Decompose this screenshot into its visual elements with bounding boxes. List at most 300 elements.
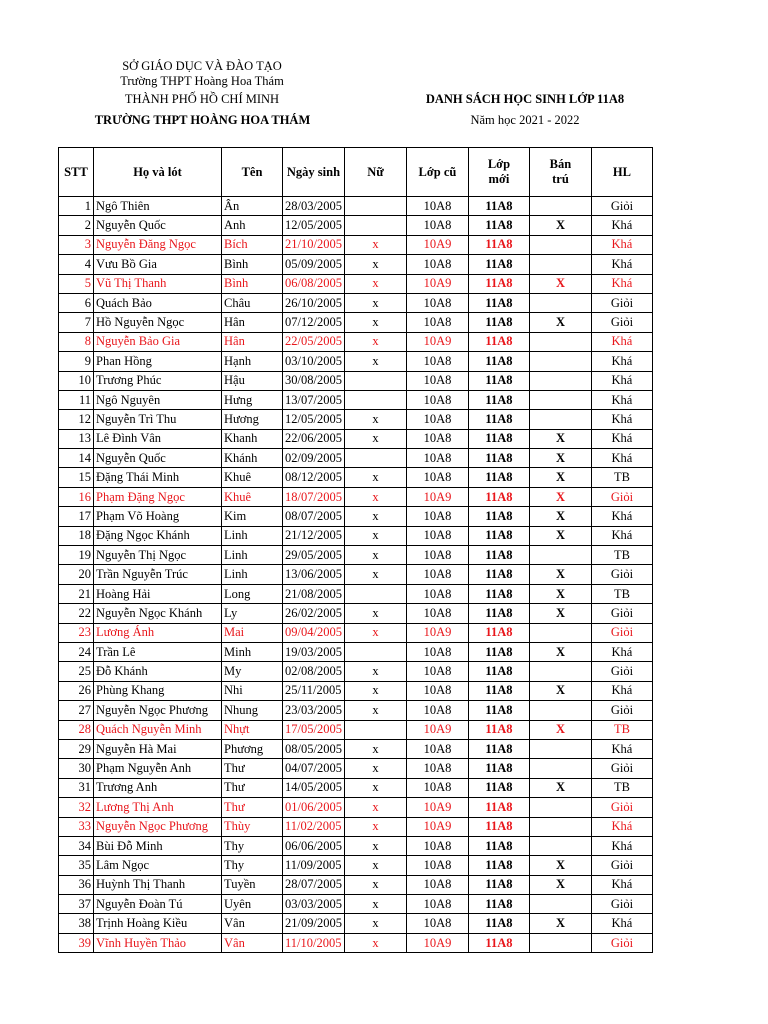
cell-ho-lot: Trần Nguyễn Trúc [94, 565, 222, 584]
cell-ban-tru [529, 701, 591, 720]
cell-lop-moi: 11A8 [468, 759, 529, 778]
cell-lop-cu: 10A8 [406, 371, 468, 390]
cell-lop-moi: 11A8 [468, 895, 529, 914]
cell-lop-moi: 11A8 [468, 914, 529, 933]
cell-ban-tru [529, 352, 591, 371]
cell-stt: 9 [59, 352, 94, 371]
cell-lop-moi: 11A8 [468, 235, 529, 254]
cell-lop-moi: 11A8 [468, 836, 529, 855]
cell-lop-moi: 11A8 [468, 216, 529, 235]
cell-stt: 30 [59, 759, 94, 778]
cell-nu: x [344, 914, 406, 933]
student-list-table [58, 147, 653, 953]
cell-ngay-sinh: 13/06/2005 [283, 565, 345, 584]
table-row [59, 526, 653, 545]
cell-lop-cu: 10A9 [406, 487, 468, 506]
cell-stt: 28 [59, 720, 94, 739]
cell-ten: Bích [222, 235, 283, 254]
cell-lop-moi: 11A8 [468, 293, 529, 312]
cell-nu: x [344, 604, 406, 623]
cell-ten: Châu [222, 293, 283, 312]
cell-ho-lot: Nguyễn Đoàn Tú [94, 895, 222, 914]
cell-stt: 19 [59, 546, 94, 565]
cell-ngay-sinh: 06/06/2005 [283, 836, 345, 855]
cell-ho-lot: Vưu Bồ Gia [94, 255, 222, 274]
table-row [59, 778, 653, 797]
cell-hl: Khá [591, 371, 652, 390]
cell-lop-moi: 11A8 [468, 507, 529, 526]
cell-lop-cu: 10A8 [406, 546, 468, 565]
cell-ten: Nhi [222, 681, 283, 700]
cell-nu: x [344, 701, 406, 720]
cell-ten: Linh [222, 565, 283, 584]
col-header-ban-tru: Bán trú [529, 148, 591, 197]
cell-ngay-sinh: 25/11/2005 [283, 681, 345, 700]
cell-lop-moi: 11A8 [468, 332, 529, 351]
cell-stt: 2 [59, 216, 94, 235]
cell-lop-cu: 10A9 [406, 235, 468, 254]
table-row [59, 332, 653, 351]
cell-ho-lot: Trương Phúc [94, 371, 222, 390]
col-header-ho-lot: Họ và lót [94, 148, 222, 197]
cell-lop-cu: 10A8 [406, 390, 468, 409]
cell-ngay-sinh: 19/03/2005 [283, 642, 345, 661]
cell-hl: Khá [591, 216, 652, 235]
cell-ban-tru [529, 197, 591, 216]
cell-lop-moi: 11A8 [468, 623, 529, 642]
cell-nu: x [344, 623, 406, 642]
cell-ten: Hân [222, 313, 283, 332]
cell-lop-cu: 10A8 [406, 293, 468, 312]
cell-hl: Khá [591, 914, 652, 933]
cell-stt: 23 [59, 623, 94, 642]
cell-ho-lot: Trịnh Hoàng Kiều [94, 914, 222, 933]
cell-ban-tru [529, 410, 591, 429]
cell-lop-cu: 10A8 [406, 701, 468, 720]
cell-hl: Khá [591, 390, 652, 409]
cell-hl: Giỏi [591, 856, 652, 875]
cell-ban-tru: X [529, 216, 591, 235]
cell-lop-cu: 10A8 [406, 449, 468, 468]
cell-stt: 6 [59, 293, 94, 312]
cell-ten: Linh [222, 526, 283, 545]
school-name-small: Trường THPT Hoàng Hoa Thám [120, 74, 284, 88]
cell-lop-moi: 11A8 [468, 390, 529, 409]
cell-lop-cu: 10A8 [406, 642, 468, 661]
cell-ban-tru [529, 739, 591, 758]
cell-hl: Khá [591, 817, 652, 836]
cell-ten: Hưng [222, 390, 283, 409]
cell-lop-moi: 11A8 [468, 274, 529, 293]
cell-stt: 33 [59, 817, 94, 836]
cell-lop-moi: 11A8 [468, 468, 529, 487]
cell-hl: Giỏi [591, 197, 652, 216]
cell-ngay-sinh: 21/09/2005 [283, 914, 345, 933]
cell-hl: Giỏi [591, 895, 652, 914]
cell-ngay-sinh: 22/05/2005 [283, 332, 345, 351]
cell-hl: Giỏi [591, 487, 652, 506]
cell-lop-cu: 10A8 [406, 759, 468, 778]
cell-ngay-sinh: 12/05/2005 [283, 410, 345, 429]
cell-ho-lot: Lương Ánh [94, 623, 222, 642]
table-row [59, 313, 653, 332]
cell-ngay-sinh: 01/06/2005 [283, 798, 345, 817]
cell-lop-moi: 11A8 [468, 352, 529, 371]
table-row [59, 507, 653, 526]
cell-lop-cu: 10A8 [406, 681, 468, 700]
cell-ten: Thy [222, 856, 283, 875]
cell-stt: 32 [59, 798, 94, 817]
cell-lop-moi: 11A8 [468, 371, 529, 390]
school-name: TRƯỜNG THPT HOÀNG HOA THÁM [94, 113, 311, 127]
cell-stt: 16 [59, 487, 94, 506]
table-row [59, 895, 653, 914]
cell-ngay-sinh: 21/12/2005 [283, 526, 345, 545]
cell-stt: 20 [59, 565, 94, 584]
table-row [59, 352, 653, 371]
cell-ban-tru [529, 836, 591, 855]
cell-hl: Giỏi [591, 565, 652, 584]
cell-ho-lot: Nguyễn Ngọc Phương [94, 701, 222, 720]
cell-ngay-sinh: 11/09/2005 [283, 856, 345, 875]
cell-ban-tru: X [529, 274, 591, 293]
cell-stt: 24 [59, 642, 94, 661]
cell-ten: Khanh [222, 429, 283, 448]
cell-ngay-sinh: 03/10/2005 [283, 352, 345, 371]
cell-ban-tru [529, 759, 591, 778]
cell-ngay-sinh: 30/08/2005 [283, 371, 345, 390]
table-row [59, 410, 653, 429]
cell-lop-cu: 10A8 [406, 895, 468, 914]
cell-lop-cu: 10A8 [406, 429, 468, 448]
cell-ngay-sinh: 18/07/2005 [283, 487, 345, 506]
cell-ten: Thư [222, 798, 283, 817]
table-row [59, 875, 653, 894]
table-row [59, 739, 653, 758]
table-row [59, 817, 653, 836]
cell-ngay-sinh: 29/05/2005 [283, 546, 345, 565]
table-row [59, 390, 653, 409]
cell-lop-cu: 10A8 [406, 410, 468, 429]
cell-ban-tru [529, 546, 591, 565]
cell-nu: x [344, 856, 406, 875]
cell-nu: x [344, 429, 406, 448]
cell-ban-tru: X [529, 487, 591, 506]
cell-lop-cu: 10A8 [406, 856, 468, 875]
table-row [59, 371, 653, 390]
document-title: DANH SÁCH HỌC SINH LỚP 11A8 [425, 92, 625, 106]
cell-hl: Giỏi [591, 604, 652, 623]
cell-ten: Hân [222, 332, 283, 351]
cell-ten: My [222, 662, 283, 681]
cell-lop-moi: 11A8 [468, 429, 529, 448]
cell-ban-tru: X [529, 604, 591, 623]
cell-ho-lot: Ngô Nguyên [94, 390, 222, 409]
cell-nu [344, 197, 406, 216]
cell-ten: Ly [222, 604, 283, 623]
cell-nu: x [344, 313, 406, 332]
table-row [59, 565, 653, 584]
cell-ban-tru [529, 933, 591, 952]
cell-nu: x [344, 739, 406, 758]
cell-lop-moi: 11A8 [468, 313, 529, 332]
cell-ngay-sinh: 14/05/2005 [283, 778, 345, 797]
cell-ngay-sinh: 03/03/2005 [283, 895, 345, 914]
cell-ten: Khánh [222, 449, 283, 468]
table-row [59, 662, 653, 681]
cell-lop-moi: 11A8 [468, 739, 529, 758]
cell-stt: 4 [59, 255, 94, 274]
cell-ban-tru: X [529, 681, 591, 700]
table-row [59, 216, 653, 235]
cell-ban-tru [529, 623, 591, 642]
cell-ho-lot: Trương Anh [94, 778, 222, 797]
cell-lop-cu: 10A8 [406, 565, 468, 584]
cell-ten: Thy [222, 836, 283, 855]
cell-hl: Khá [591, 507, 652, 526]
cell-hl: TB [591, 584, 652, 603]
table-row [59, 584, 653, 603]
cell-nu: x [344, 836, 406, 855]
table-row [59, 604, 653, 623]
table-row [59, 255, 653, 274]
cell-ho-lot: Vũ Thị Thanh [94, 274, 222, 293]
col-header-hl: HL [591, 148, 652, 197]
cell-stt: 11 [59, 390, 94, 409]
cell-ho-lot: Hoàng Hải [94, 584, 222, 603]
cell-ten: Uyên [222, 895, 283, 914]
cell-ngay-sinh: 05/09/2005 [283, 255, 345, 274]
cell-ban-tru [529, 371, 591, 390]
table-row [59, 487, 653, 506]
cell-lop-moi: 11A8 [468, 856, 529, 875]
cell-ban-tru [529, 390, 591, 409]
cell-stt: 37 [59, 895, 94, 914]
cell-ten: Bình [222, 274, 283, 293]
cell-ho-lot: Bùi Đỗ Minh [94, 836, 222, 855]
table-row [59, 546, 653, 565]
cell-ban-tru: X [529, 778, 591, 797]
cell-ten: Nhựt [222, 720, 283, 739]
cell-lop-moi: 11A8 [468, 197, 529, 216]
cell-nu: x [344, 681, 406, 700]
cell-ngay-sinh: 02/09/2005 [283, 449, 345, 468]
cell-lop-moi: 11A8 [468, 604, 529, 623]
cell-ngay-sinh: 11/10/2005 [283, 933, 345, 952]
cell-ngay-sinh: 23/03/2005 [283, 701, 345, 720]
cell-ho-lot: Phùng Khang [94, 681, 222, 700]
cell-nu: x [344, 274, 406, 293]
cell-lop-cu: 10A9 [406, 274, 468, 293]
cell-lop-moi: 11A8 [468, 642, 529, 661]
table-row [59, 681, 653, 700]
cell-nu [344, 642, 406, 661]
city-name: THÀNH PHỐ HỒ CHÍ MINH [124, 92, 280, 106]
cell-nu: x [344, 235, 406, 254]
cell-ten: Bình [222, 255, 283, 274]
cell-hl: Giỏi [591, 623, 652, 642]
cell-hl: TB [591, 778, 652, 797]
cell-stt: 10 [59, 371, 94, 390]
cell-lop-moi: 11A8 [468, 255, 529, 274]
cell-nu: x [344, 933, 406, 952]
cell-ban-tru: X [529, 313, 591, 332]
cell-stt: 14 [59, 449, 94, 468]
cell-ho-lot: Đỗ Khánh [94, 662, 222, 681]
cell-ten: Thư [222, 778, 283, 797]
cell-hl: Khá [591, 255, 652, 274]
cell-nu: x [344, 895, 406, 914]
cell-ten: Khuê [222, 487, 283, 506]
cell-lop-cu: 10A8 [406, 875, 468, 894]
cell-lop-moi: 11A8 [468, 720, 529, 739]
table-row [59, 429, 653, 448]
table-header-row [59, 148, 653, 197]
cell-ngay-sinh: 22/06/2005 [283, 429, 345, 448]
cell-nu: x [344, 778, 406, 797]
cell-nu: x [344, 546, 406, 565]
cell-ho-lot: Huỳnh Thị Thanh [94, 875, 222, 894]
cell-hl: Khá [591, 352, 652, 371]
cell-nu: x [344, 817, 406, 836]
cell-stt: 26 [59, 681, 94, 700]
cell-nu: x [344, 332, 406, 351]
cell-ten: Thùy [222, 817, 283, 836]
cell-lop-moi: 11A8 [468, 449, 529, 468]
cell-nu: x [344, 759, 406, 778]
cell-lop-cu: 10A8 [406, 526, 468, 545]
cell-stt: 39 [59, 933, 94, 952]
col-header-ten: Tên [222, 148, 283, 197]
cell-nu: x [344, 875, 406, 894]
cell-lop-moi: 11A8 [468, 701, 529, 720]
cell-lop-moi: 11A8 [468, 778, 529, 797]
cell-ho-lot: Nguyễn Đăng Ngọc [94, 235, 222, 254]
cell-hl: Giỏi [591, 759, 652, 778]
col-header-stt: STT [59, 148, 94, 197]
cell-ngay-sinh: 21/08/2005 [283, 584, 345, 603]
table-row [59, 836, 653, 855]
cell-ten: Mai [222, 623, 283, 642]
cell-hl: Khá [591, 429, 652, 448]
cell-ho-lot: Hồ Nguyễn Ngọc [94, 313, 222, 332]
cell-hl: Khá [591, 739, 652, 758]
cell-ho-lot: Nguyễn Ngọc Khánh [94, 604, 222, 623]
cell-lop-cu: 10A9 [406, 817, 468, 836]
cell-lop-cu: 10A9 [406, 720, 468, 739]
cell-hl: Khá [591, 235, 652, 254]
cell-ten: Tuyền [222, 875, 283, 894]
cell-lop-cu: 10A8 [406, 313, 468, 332]
cell-hl: Khá [591, 449, 652, 468]
cell-stt: 36 [59, 875, 94, 894]
cell-ho-lot: Phạm Nguyễn Anh [94, 759, 222, 778]
cell-ten: Vân [222, 914, 283, 933]
cell-ngay-sinh: 04/07/2005 [283, 759, 345, 778]
cell-ban-tru: X [529, 856, 591, 875]
col-header-ngay-sinh: Ngày sinh [283, 148, 345, 197]
cell-stt: 13 [59, 429, 94, 448]
cell-hl: TB [591, 546, 652, 565]
department-name: SỞ GIÁO DỤC VÀ ĐÀO TẠO [122, 59, 282, 73]
table-row [59, 642, 653, 661]
cell-ban-tru [529, 798, 591, 817]
cell-lop-cu: 10A8 [406, 778, 468, 797]
cell-ngay-sinh: 08/05/2005 [283, 739, 345, 758]
cell-lop-moi: 11A8 [468, 681, 529, 700]
cell-hl: Giỏi [591, 662, 652, 681]
cell-stt: 38 [59, 914, 94, 933]
cell-ten: Kim [222, 507, 283, 526]
col-header-nu: Nữ [344, 148, 406, 197]
cell-ngay-sinh: 09/04/2005 [283, 623, 345, 642]
cell-ban-tru: X [529, 642, 591, 661]
cell-ngay-sinh: 06/08/2005 [283, 274, 345, 293]
cell-stt: 21 [59, 584, 94, 603]
table-row [59, 856, 653, 875]
cell-stt: 31 [59, 778, 94, 797]
cell-ho-lot: Lê Đình Vân [94, 429, 222, 448]
cell-ban-tru: X [529, 565, 591, 584]
table-row [59, 197, 653, 216]
cell-ho-lot: Nguyễn Bảo Gia [94, 332, 222, 351]
cell-ten: Hạnh [222, 352, 283, 371]
cell-lop-cu: 10A9 [406, 798, 468, 817]
cell-ho-lot: Lâm Ngọc [94, 856, 222, 875]
cell-nu: x [344, 565, 406, 584]
cell-ten: Minh [222, 642, 283, 661]
cell-ngay-sinh: 13/07/2005 [283, 390, 345, 409]
cell-lop-cu: 10A9 [406, 332, 468, 351]
cell-lop-moi: 11A8 [468, 662, 529, 681]
cell-lop-moi: 11A8 [468, 565, 529, 584]
cell-ban-tru [529, 817, 591, 836]
cell-stt: 35 [59, 856, 94, 875]
cell-lop-cu: 10A9 [406, 623, 468, 642]
cell-ngay-sinh: 02/08/2005 [283, 662, 345, 681]
cell-lop-moi: 11A8 [468, 526, 529, 545]
cell-hl: Giỏi [591, 701, 652, 720]
cell-ho-lot: Trần Lê [94, 642, 222, 661]
cell-lop-cu: 10A8 [406, 739, 468, 758]
cell-nu [344, 371, 406, 390]
cell-ban-tru: X [529, 429, 591, 448]
cell-lop-moi: 11A8 [468, 410, 529, 429]
col-header-lop-moi: Lớp mới [468, 148, 529, 197]
cell-nu: x [344, 293, 406, 312]
cell-ho-lot: Nguyễn Quốc [94, 449, 222, 468]
table-row [59, 623, 653, 642]
cell-hl: Khá [591, 875, 652, 894]
cell-stt: 8 [59, 332, 94, 351]
cell-ban-tru: X [529, 449, 591, 468]
cell-lop-cu: 10A8 [406, 468, 468, 487]
cell-lop-cu: 10A8 [406, 662, 468, 681]
cell-ten: Anh [222, 216, 283, 235]
cell-hl: Khá [591, 332, 652, 351]
cell-stt: 5 [59, 274, 94, 293]
cell-stt: 29 [59, 739, 94, 758]
cell-hl: Khá [591, 642, 652, 661]
cell-lop-cu: 10A8 [406, 255, 468, 274]
col-header-lop-cu: Lớp cũ [406, 148, 468, 197]
table-row [59, 449, 653, 468]
cell-ho-lot: Đặng Ngọc Khánh [94, 526, 222, 545]
cell-hl: Khá [591, 681, 652, 700]
cell-stt: 3 [59, 235, 94, 254]
cell-ten: Thư [222, 759, 283, 778]
cell-nu [344, 720, 406, 739]
